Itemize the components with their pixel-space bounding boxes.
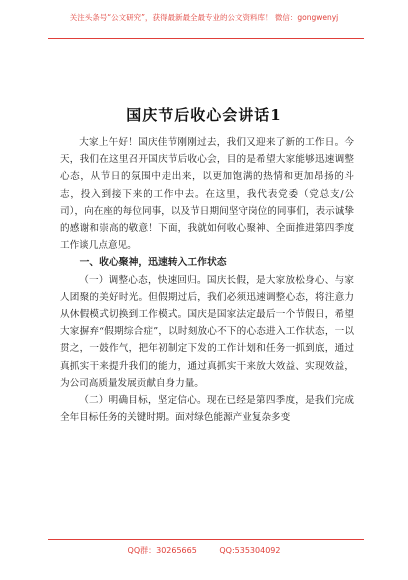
header-banner: 关注头条号“公文研究”，获得最新最全最专业的公文资料库！ 微信：gongwenyj <box>69 13 339 22</box>
footer <box>0 545 408 556</box>
qq-text: QQ:535304092 <box>219 546 281 555</box>
section-paragraph: （二）明确目标，坚定信心。现在已经是第四季度，是我们完成全年目标任务的关键时期。面对绿色能源产业复杂多变 <box>60 395 354 424</box>
header-rule <box>48 38 364 39</box>
footer-rule <box>48 539 364 540</box>
section-paragraph: （一）调整心态，快速回归。国庆长假，是大家放松身心、与家人团聚的美好时光。但假期过后，我们必须迅速调整心态，将注意力从休假模式切换到工作模式。国庆是国家法定最后一个节假日，希望大家摒弃“假期综合症”，以时刻放心不下的心态进入工作状态，一以贯之，一鼓作气，把年初制定下发的工作计划和任务一抓到底，通过真抓实干来提升我们的能力，通过真抓实干来放大效益、实现效益，为公司高质量发展贡献自身力量。 <box>60 274 354 389</box>
document-body <box>60 134 354 426</box>
section-heading: 一、收心聚神，迅速转入工作状态 <box>79 257 227 269</box>
intro-paragraph: 大家上午好！国庆佳节刚刚过去，我们又迎来了新的工作日。今天，我们在这里召开国庆节后收心会，目的是希望大家能够迅速调整心态，从节日的氛围中走出来，以更加饱满的热情和更加昂扬的斗志，投入到接下来的工作中去。在这里，我代表党委（党总支/公司），向在座的每位同事，以及节日期间坚守岗位的同事们，表示诚挚的感谢和崇高的敬意！下面，我就如何收心聚神、全面推进第四季度工作谈几点意见。 <box>60 137 354 252</box>
document-title: 国庆节后收心会讲话1 <box>126 106 282 124</box>
qq-group-text: QQ群：30265665 <box>127 546 197 555</box>
